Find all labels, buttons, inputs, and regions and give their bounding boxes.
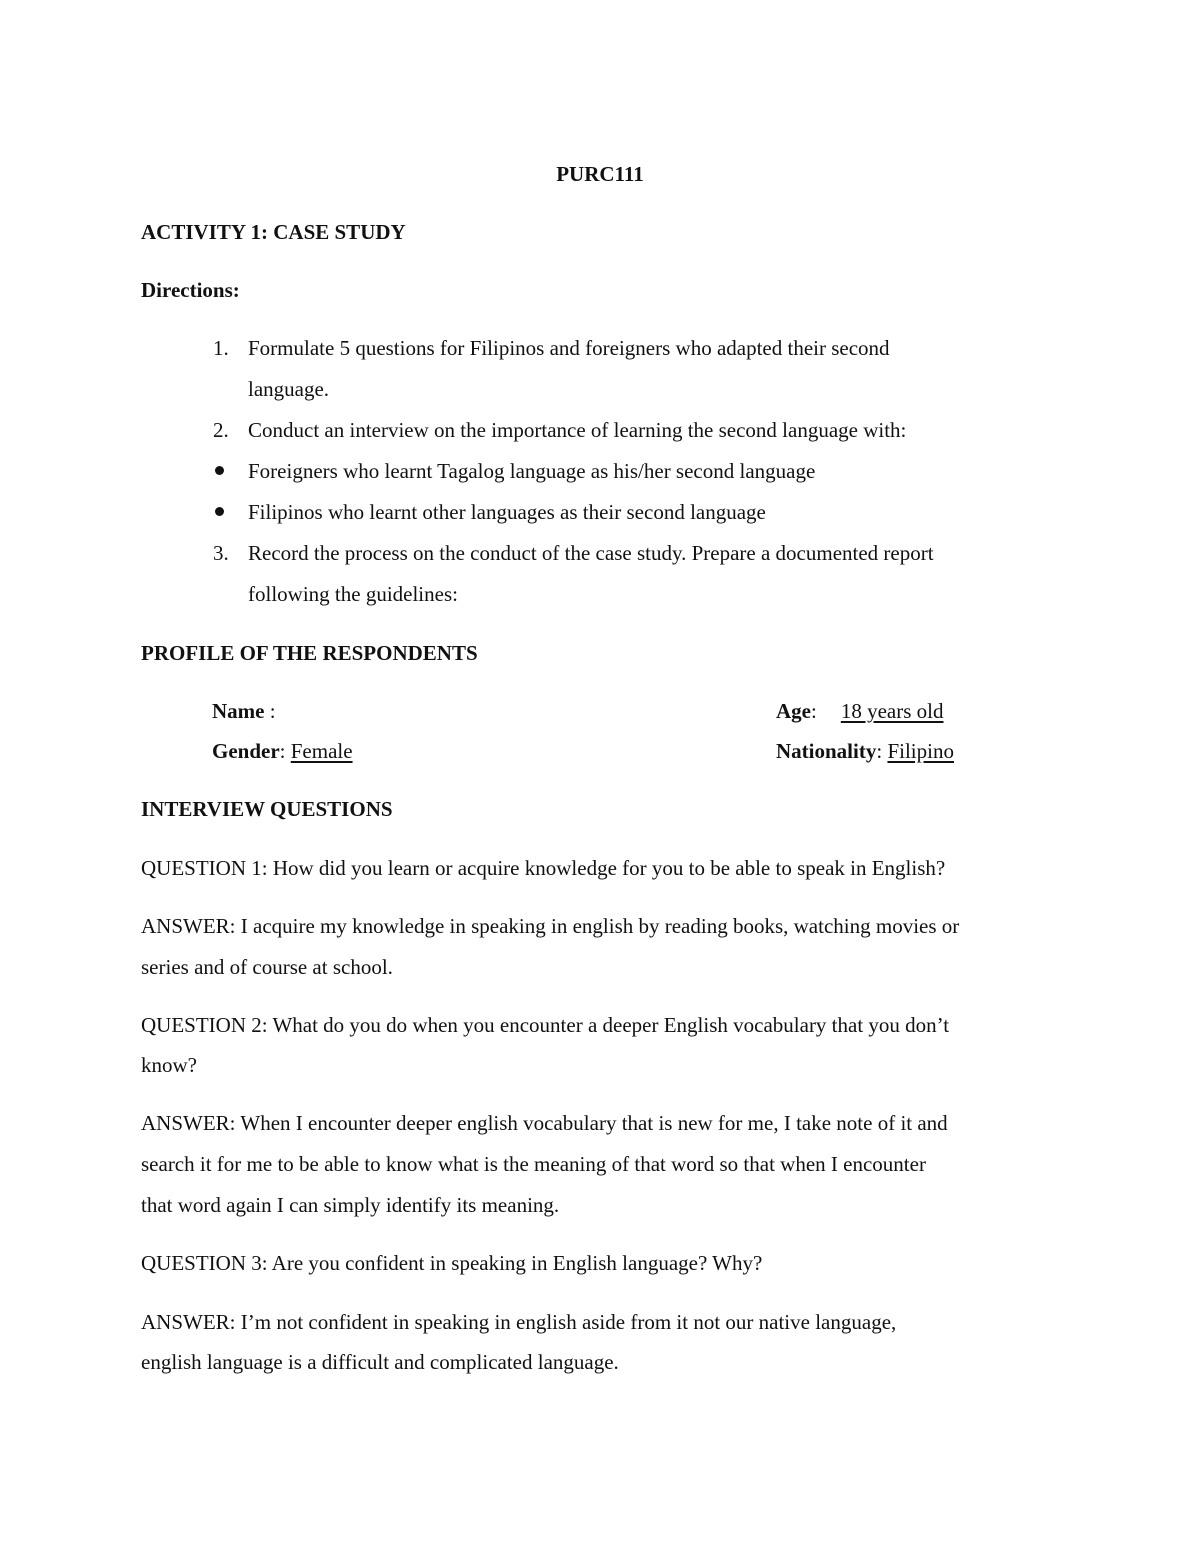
answer-1-line-1: ANSWER: I acquire my knowledge in speaking in english by reading books, watching movies or xyxy=(141,914,960,938)
directions-label: Directions: xyxy=(141,278,240,302)
direction-item-3-line-2: following the guidelines: xyxy=(248,582,458,606)
profile-gender-field xyxy=(212,741,353,762)
profile-heading: PROFILE OF THE RESPONDENTS xyxy=(141,641,478,665)
age-label: Age xyxy=(776,699,811,723)
direction-item-2: Conduct an interview on the importance of learning the second language with: xyxy=(248,418,907,442)
answer-1-line-2: series and of course at school. xyxy=(141,955,393,979)
name-separator: : xyxy=(264,699,276,723)
direction-item-1-line-1: Formulate 5 questions for Filipinos and foreigners who adapted their second xyxy=(248,336,890,360)
nationality-value: Filipino xyxy=(887,739,954,763)
direction-bullet-1: Foreigners who learnt Tagalog language as his/her second language xyxy=(248,459,816,483)
gender-value: Female xyxy=(290,739,353,763)
answer-2-line-2: search it for me to be able to know what is the meaning of that word so that when I encounter xyxy=(141,1152,926,1176)
answer-3-line-1: ANSWER: I’m not confident in speaking in english aside from it not our native language, xyxy=(141,1310,897,1334)
nationality-separator: : xyxy=(876,739,888,763)
bullet-icon xyxy=(215,466,224,475)
question-1: QUESTION 1: How did you learn or acquire knowledge for you to be able to speak in English? xyxy=(141,856,946,880)
answer-3-line-2: english language is a difficult and complicated language. xyxy=(141,1350,619,1374)
gender-separator: : xyxy=(279,739,291,763)
age-separator: : xyxy=(811,699,817,723)
activity-title: ACTIVITY 1: CASE STUDY xyxy=(141,220,406,244)
profile-nationality-field xyxy=(776,741,954,762)
course-code: PURC111 xyxy=(556,162,644,186)
direction-item-3-line-1: Record the process on the conduct of the case study. Prepare a documented report xyxy=(248,541,934,565)
profile-age-field xyxy=(776,701,944,722)
question-3: QUESTION 3: Are you confident in speaking in English language? Why? xyxy=(141,1251,763,1275)
bullet-icon xyxy=(215,507,224,516)
direction-item-1-line-2: language. xyxy=(248,377,330,401)
age-value: 18 years old xyxy=(840,699,944,723)
answer-2-line-1: ANSWER: When I encounter deeper english vocabulary that is new for me, I take note of it and xyxy=(141,1111,948,1135)
direction-bullet-2: Filipinos who learnt other languages as their second language xyxy=(248,500,766,524)
question-2-line-1: QUESTION 2: What do you do when you encounter a deeper English vocabulary that you don’t xyxy=(141,1013,950,1037)
answer-2-line-3: that word again I can simply identify its meaning. xyxy=(141,1193,560,1217)
question-2-line-2: know? xyxy=(141,1053,197,1077)
list-number-3: 3. xyxy=(213,541,229,565)
nationality-label: Nationality xyxy=(776,739,877,763)
gender-label: Gender xyxy=(212,739,280,763)
profile-name-field xyxy=(212,701,276,722)
list-number-1: 1. xyxy=(213,336,229,360)
list-number-2: 2. xyxy=(213,418,229,442)
name-label: Name xyxy=(212,699,265,723)
interview-heading: INTERVIEW QUESTIONS xyxy=(141,797,393,821)
